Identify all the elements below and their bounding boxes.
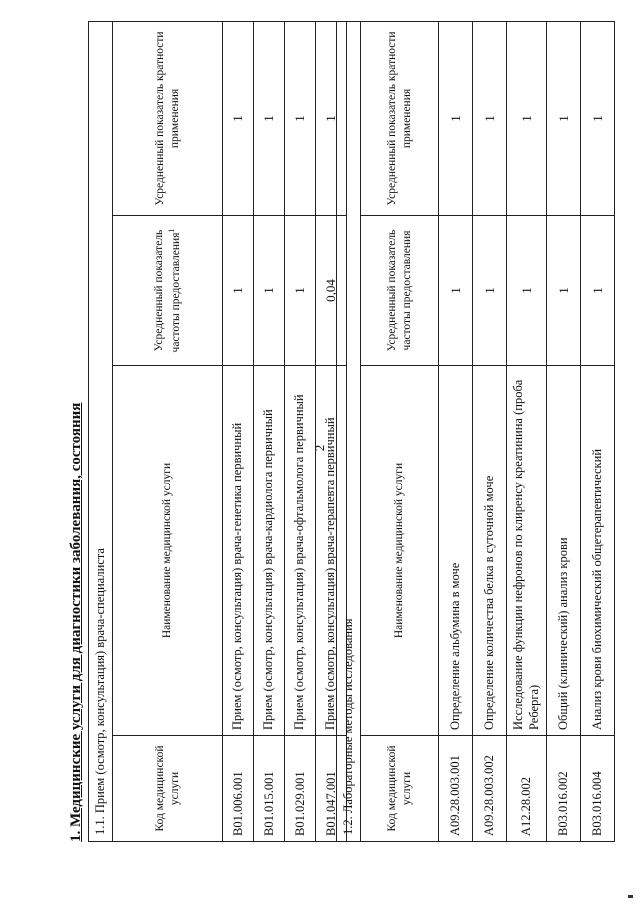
table-row (285, 21, 316, 841)
frequency-value: 1 (254, 216, 285, 366)
table-row (223, 21, 254, 841)
table-caption: 1.1. Прием (осмотр, консультация) врача-специалиста (89, 21, 113, 841)
page-number: 2 (312, 444, 327, 452)
column-header-code: Код медицинской услуги (361, 736, 439, 842)
column-header-frequency: Усредненный показатель частоты предоставления$^1$ (113, 216, 223, 366)
service-name: Прием (осмотр, консультация) врача-офтальмолога первичный (285, 366, 316, 736)
frequency-value: 1 (547, 216, 581, 366)
multiplicity-value: 1 (254, 21, 285, 215)
service-code: B01.047.001 (316, 736, 347, 842)
column-header-name: Наименование медицинской услуги (113, 366, 223, 736)
frequency-value: 1 (439, 216, 473, 366)
service-name: Прием (осмотр, консультация) врача-генетика первичный (223, 366, 254, 736)
service-code: B01.015.001 (254, 736, 285, 842)
frequency-value: 1 (223, 216, 254, 366)
service-name: Определение количества белка в суточной моче (473, 366, 507, 736)
column-header-multiplicity: Усредненный показатель кратности применения (361, 21, 439, 215)
table-row (254, 21, 285, 841)
service-name: Анализ крови биохимический общетерапевтический (581, 366, 615, 736)
table-caption: 1.2. Лабораторные методы исследования (337, 21, 361, 841)
footnote-mark: 1 (166, 228, 176, 233)
multiplicity-value: 1 (581, 21, 615, 215)
frequency-value: 1 (285, 216, 316, 366)
frequency-value: 1 (473, 216, 507, 366)
service-code: B01.006.001 (223, 736, 254, 842)
column-header-frequency: Усредненный показатель частоты предоставления (361, 216, 439, 366)
service-code: A09.28.003.002 (473, 736, 507, 842)
section-title: 1. Медицинские услуги для диагностики заболевания, состояния (68, 402, 84, 842)
multiplicity-value: 1 (285, 21, 316, 215)
multiplicity-value: 1 (439, 21, 473, 215)
table-row (439, 21, 473, 841)
multiplicity-value: 1 (316, 21, 347, 215)
multiplicity-value: 1 (223, 21, 254, 215)
table-laboratory-methods (336, 21, 615, 842)
column-header-multiplicity: Усредненный показатель кратности применения (113, 21, 223, 215)
service-name: Прием (осмотр, консультация) врача-кардиолога первичный (254, 366, 285, 736)
frequency-value: 0,04 (316, 216, 347, 366)
multiplicity-value: 1 (473, 21, 507, 215)
column-header-code: Код медицинской услуги (113, 736, 223, 842)
table-row (547, 21, 581, 841)
service-code: A12.28.002 (507, 736, 547, 842)
column-header-name: Наименование медицинской услуги (361, 366, 439, 736)
service-code: A09.28.003.001 (439, 736, 473, 842)
table-row (581, 21, 615, 841)
service-name: Определение альбумина в моче (439, 366, 473, 736)
table-row (473, 21, 507, 841)
service-name: Общий (клинический) анализ крови (547, 366, 581, 736)
multiplicity-value: 1 (507, 21, 547, 215)
service-code: B01.029.001 (285, 736, 316, 842)
scan-mark (628, 895, 633, 898)
rotated-page-content (68, 22, 605, 842)
service-code: B03.016.004 (581, 736, 615, 842)
service-code: B03.016.002 (547, 736, 581, 842)
frequency-value: 1 (581, 216, 615, 366)
service-name: Прием (осмотр, консультация) врача-терапевта первичный (316, 366, 347, 736)
frequency-value: 1 (507, 216, 547, 366)
table-row (507, 21, 547, 841)
table-consultations (88, 21, 347, 842)
multiplicity-value: 1 (547, 21, 581, 215)
service-name: Исследование функции нефронов по клиренсу креатинина (проба Реберга) (507, 366, 547, 736)
